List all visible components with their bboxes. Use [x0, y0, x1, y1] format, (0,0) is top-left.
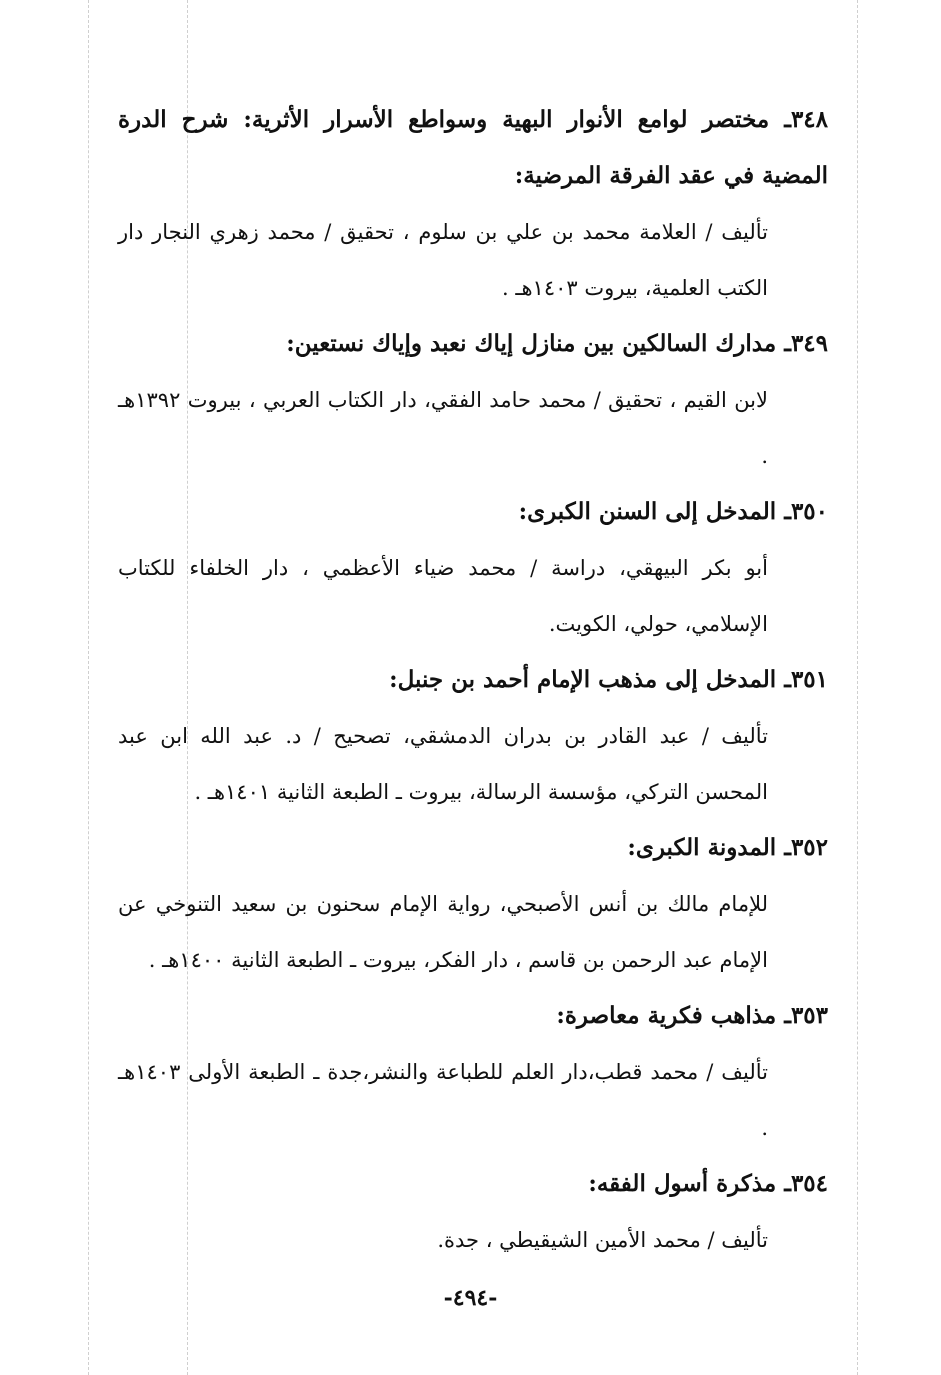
bibliography-entry: [118, 820, 828, 988]
entry-title: [118, 316, 828, 372]
entry-details: تأليف / عبد القادر بن بدران الدمشقي، تصحيح / د. عبد الله ابن عبد المحسن التركي، مؤسسة الرسالة، بيروت ـ الطبعة الثانية ١٤٠١هـ .: [118, 724, 768, 804]
entry-title-text: ـ مختصر لوامع الأنوار البهية وسواطع الأسرار الأثرية: شرح الدرة المضية في عقد الفرقة المرضية:: [118, 106, 828, 189]
page-number: -٤٩٤-: [443, 1285, 498, 1311]
scan-guide-line: [857, 0, 858, 1375]
entry-number: ٣٤٨: [790, 106, 828, 133]
entry-number: ٣٥١: [790, 666, 828, 693]
entry-number: ٣٥٠: [790, 498, 828, 525]
entry-title: [118, 820, 828, 876]
bibliography-list: [118, 92, 828, 1268]
entry-number: ٣٥٢: [790, 834, 828, 861]
bibliography-entry: [118, 988, 828, 1156]
bibliography-entry: [118, 316, 828, 484]
entry-number: ٣٥٤: [790, 1170, 828, 1197]
entry-title-text: ـ المدخل إلى مذهب الإمام أحمد بن جنبل:: [389, 666, 791, 693]
scan-guide-line: [88, 0, 89, 1375]
entry-title: [118, 1156, 828, 1212]
entry-title: [118, 652, 828, 708]
bibliography-entry: [118, 92, 828, 316]
entry-title-text: ـ المدونة الكبرى:: [627, 834, 791, 861]
entry-title: [118, 988, 828, 1044]
entry-title: [118, 92, 828, 204]
entry-title-text: ـ مذكرة أسول الفقه:: [588, 1170, 791, 1197]
entry-title-text: ـ مذاهب فكرية معاصرة:: [556, 1002, 791, 1029]
entry-details: للإمام مالك بن أنس الأصبحي، رواية الإمام سحنون بن سعيد التنوخي عن الإمام عبد الرحمن بن قاسم ، دار الفكر، بيروت ـ الطبعة الثانية ١٤٠٠هـ .: [118, 892, 768, 972]
entry-details: لابن القيم ، تحقيق / محمد حامد الفقي، دار الكتاب العربي ، بيروت ١٣٩٢هـ .: [118, 388, 768, 468]
entry-number: ٣٥٣: [790, 1002, 828, 1029]
entry-details: تأليف / محمد الأمين الشيقيطي ، جدة.: [437, 1228, 768, 1252]
bibliography-entry: [118, 1156, 828, 1268]
entry-details: أبو بكر البيهقي، دراسة / محمد ضياء الأعظمي ، دار الخلفاء للكتاب الإسلامي، حولي، الكويت.: [118, 556, 768, 636]
bibliography-entry: [118, 484, 828, 652]
entry-title-text: ـ مدارك السالكين بين منازل إياك نعبد وإياك نستعين:: [286, 330, 791, 357]
entry-title: [118, 484, 828, 540]
entry-number: ٣٤٩: [790, 330, 828, 357]
entry-details: تأليف / محمد قطب،دار العلم للطباعة والنشر،جدة ـ الطبعة الأولى ١٤٠٣هـ .: [118, 1060, 768, 1140]
entry-title-text: ـ المدخل إلى السنن الكبرى:: [518, 498, 791, 525]
entry-details: تأليف / العلامة محمد بن علي بن سلوم ، تحقيق / محمد زهري النجار دار الكتب العلمية، بيروت ١٤٠٣هـ .: [118, 220, 768, 300]
bibliography-entry: [118, 652, 828, 820]
